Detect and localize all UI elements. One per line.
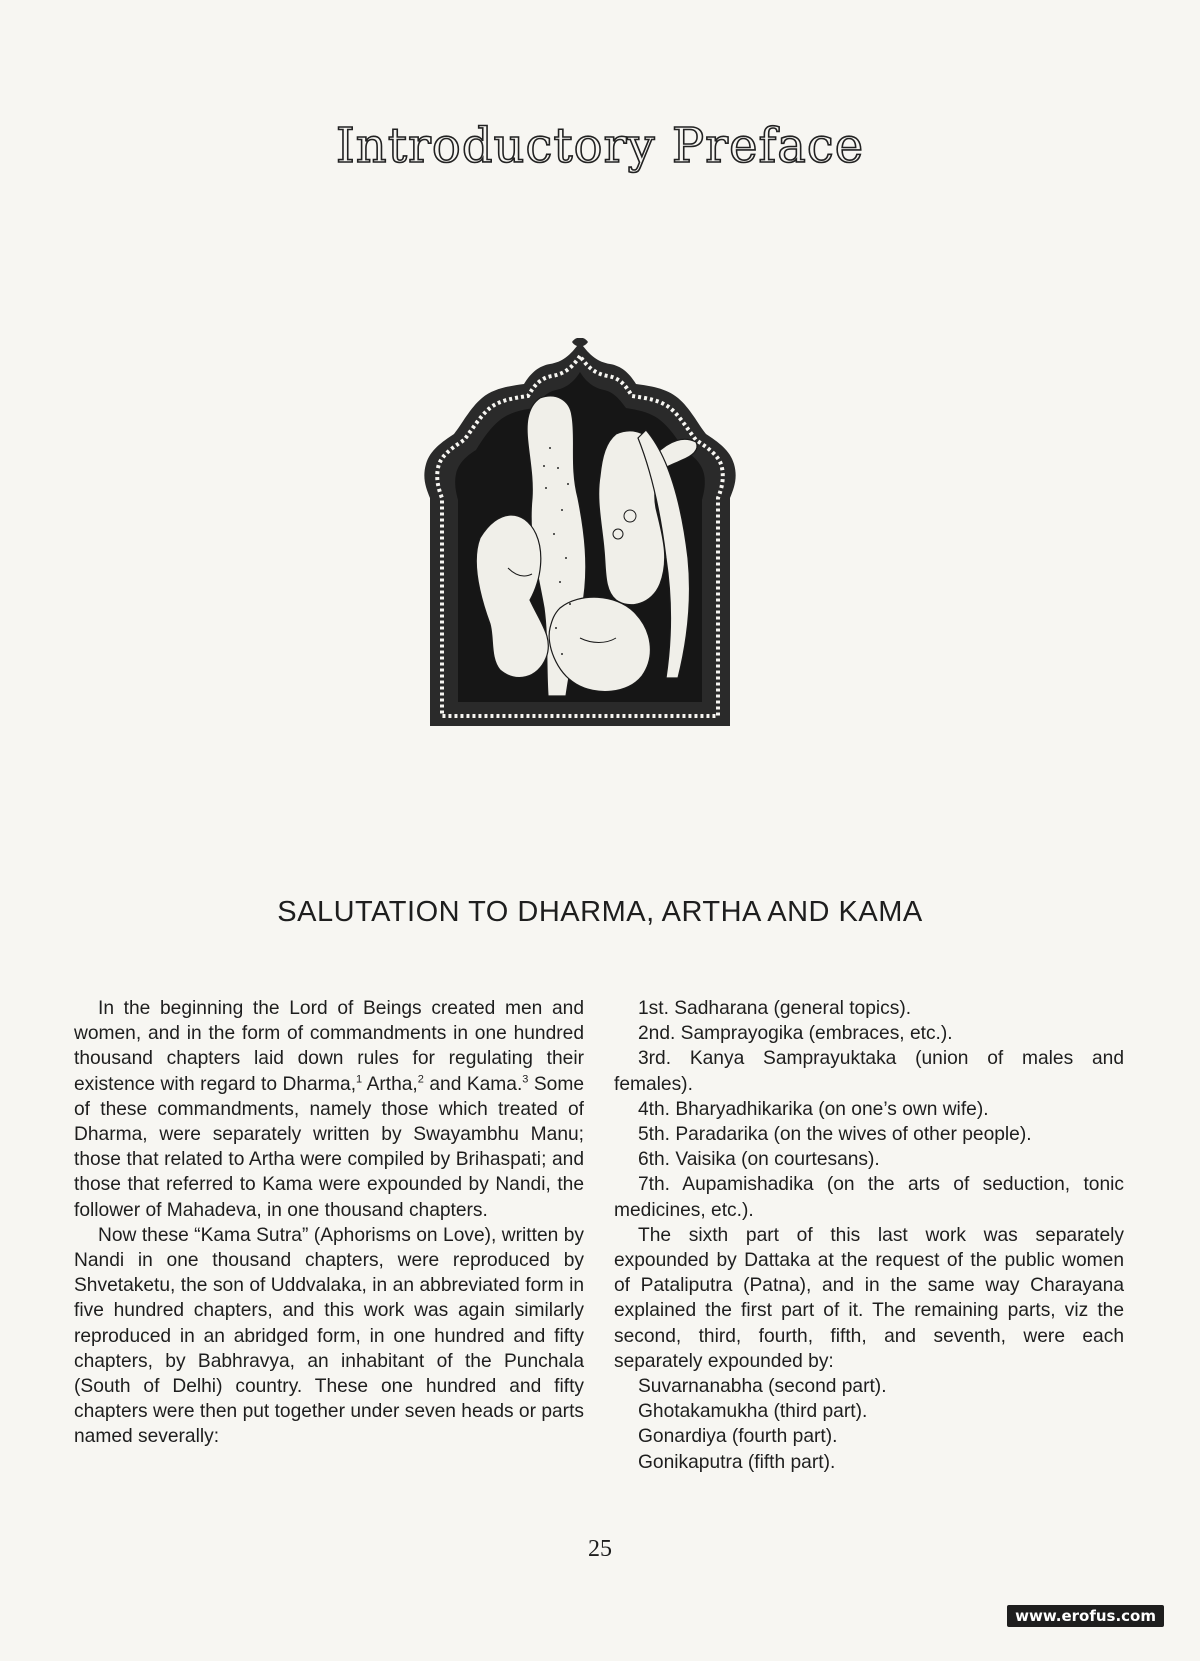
paragraph-1-text-c: and Kama. bbox=[423, 1073, 523, 1095]
paragraph-1-text-d: Some of these commandments, namely those which treated of Dharma, were separately written by Swayambhu Manu; those that related to Artha were compiled by Brihaspati; and those that referred to Kama were expounded by Nandi, the follower of Mahadeva, in one thousand chapters. bbox=[74, 1073, 584, 1221]
part-list-item: 5th. Paradarika (on the wives of other people). bbox=[638, 1124, 1032, 1146]
right-column bbox=[614, 996, 1124, 1475]
expounder-list-item: Gonikaputra (fifth part). bbox=[638, 1451, 836, 1473]
paragraph-1-text-a: In the beginning the Lord of Beings created men and women, and in the form of commandments in one hundred thousand chapters laid down rules for regulating their existence with regard to Dharma, bbox=[74, 998, 584, 1095]
part-list-item: 4th. Bharyadhikarika (on one’s own wife). bbox=[638, 1098, 989, 1120]
paragraph-3: The sixth part of this last work was separately expounded by Dattaka at the request of the public women of Pataliputra (Patna), and in the same way Charayana explained the first part of it. The remaining parts, viz the second, third, fourth, fifth, and seventh, were each separately expounded by: bbox=[614, 1224, 1124, 1372]
footnote-ref-2: 2 bbox=[417, 1073, 424, 1086]
part-list-item: 2nd. Samprayogika (embraces, etc.). bbox=[638, 1023, 953, 1045]
page-title: Introductory Preface bbox=[335, 118, 865, 174]
paragraph-1 bbox=[74, 996, 584, 1223]
watermark: www.erofus.com bbox=[1007, 1605, 1164, 1627]
expounder-list-item: Suvarnanabha (second part). bbox=[638, 1376, 887, 1398]
part-list-item: 6th. Vaisika (on courtesans). bbox=[638, 1149, 880, 1171]
left-column bbox=[74, 996, 584, 1450]
part-list-item: 7th. Aupamishadika (on the arts of seduction, tonic medicines, etc.). bbox=[614, 1174, 1124, 1221]
paragraph-1-text-b: Artha, bbox=[362, 1073, 418, 1095]
paragraph-2: Now these “Kama Sutra” (Aphorisms on Love), written by Nandi in one thousand chapters, were reproduced by Shvetaketu, the son of Uddvalaka, in an abbreviated form in five hundred chapters, and this work was again similarly reproduced in an abridged form, in one hundred and fifty chapters, by Babhravya, an inhabitant of the Punchala (South of Delhi) country. These one hundred and fifty chapters were then put together under seven heads or parts named severally: bbox=[74, 1224, 584, 1448]
footnote-ref-3: 3 bbox=[522, 1073, 529, 1086]
ornamental-frame-illustration bbox=[420, 338, 740, 734]
section-heading: SALUTATION TO DHARMA, ARTHA AND KAMA bbox=[277, 896, 923, 928]
part-list-item: 3rd. Kanya Samprayuktaka (union of males and females). bbox=[614, 1048, 1124, 1095]
page-number: 25 bbox=[588, 1536, 612, 1562]
expounder-list-item: Ghotakamukha (third part). bbox=[638, 1401, 868, 1423]
footnote-ref-1: 1 bbox=[356, 1073, 363, 1086]
expounder-list-item: Gonardiya (fourth part). bbox=[638, 1426, 838, 1448]
part-list-item: 1st. Sadharana (general topics). bbox=[638, 998, 912, 1019]
